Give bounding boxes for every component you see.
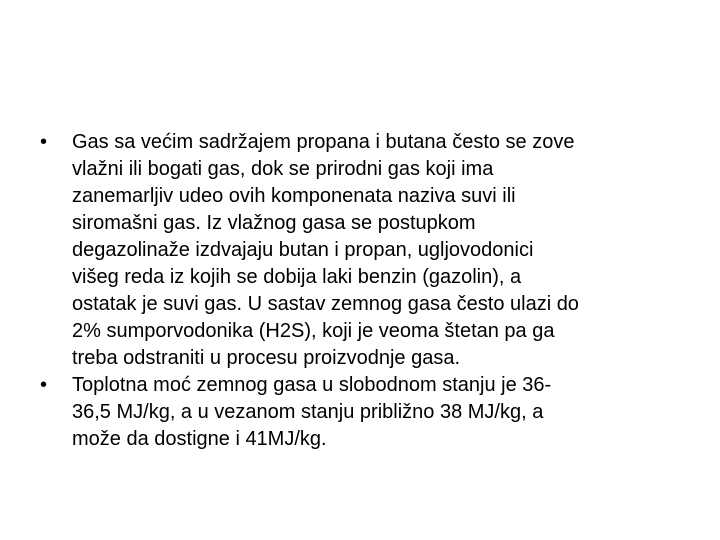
text-line: Gas sa većim sadržajem propana i butana često se zove: [72, 131, 575, 153]
bullet-point-icon: •: [40, 374, 48, 396]
bullet-list: [34, 129, 704, 453]
bullet-text: [72, 372, 704, 453]
text-line: vlažni ili bogati gas, dok se prirodni gas koji ima: [72, 158, 494, 180]
text-line: zanemarljiv udeo ovih komponenata naziva suvi ili: [72, 185, 516, 207]
text-line: degazolinaže izdvajaju butan i propan, ugljovodonici: [72, 239, 534, 261]
text-line: Toplotna moć zemnog gasa u slobodnom stanju je 36-: [72, 374, 552, 396]
text-line: treba odstraniti u procesu proizvodnje gasa.: [72, 347, 461, 369]
bullet-text: [72, 129, 704, 372]
text-line: ostatak je suvi gas. U sastav zemnog gasa često ulazi do: [72, 293, 579, 315]
text-line: 36,5 MJ/kg, a u vezanom stanju približno 38 MJ/kg, a: [72, 401, 544, 423]
text-line: višeg reda iz kojih se dobija laki benzin (gazolin), a: [72, 266, 522, 288]
text-line: siromašni gas. Iz vlažnog gasa se postupkom: [72, 212, 476, 234]
text-line: 2% sumporvodonika (H2S), koji je veoma štetan pa ga: [72, 320, 555, 342]
bullet-item: [34, 129, 704, 372]
text-line: može da dostigne i 41MJ/kg.: [72, 428, 327, 450]
bullet-point-icon: •: [40, 131, 48, 153]
bullet-item: [34, 372, 704, 453]
